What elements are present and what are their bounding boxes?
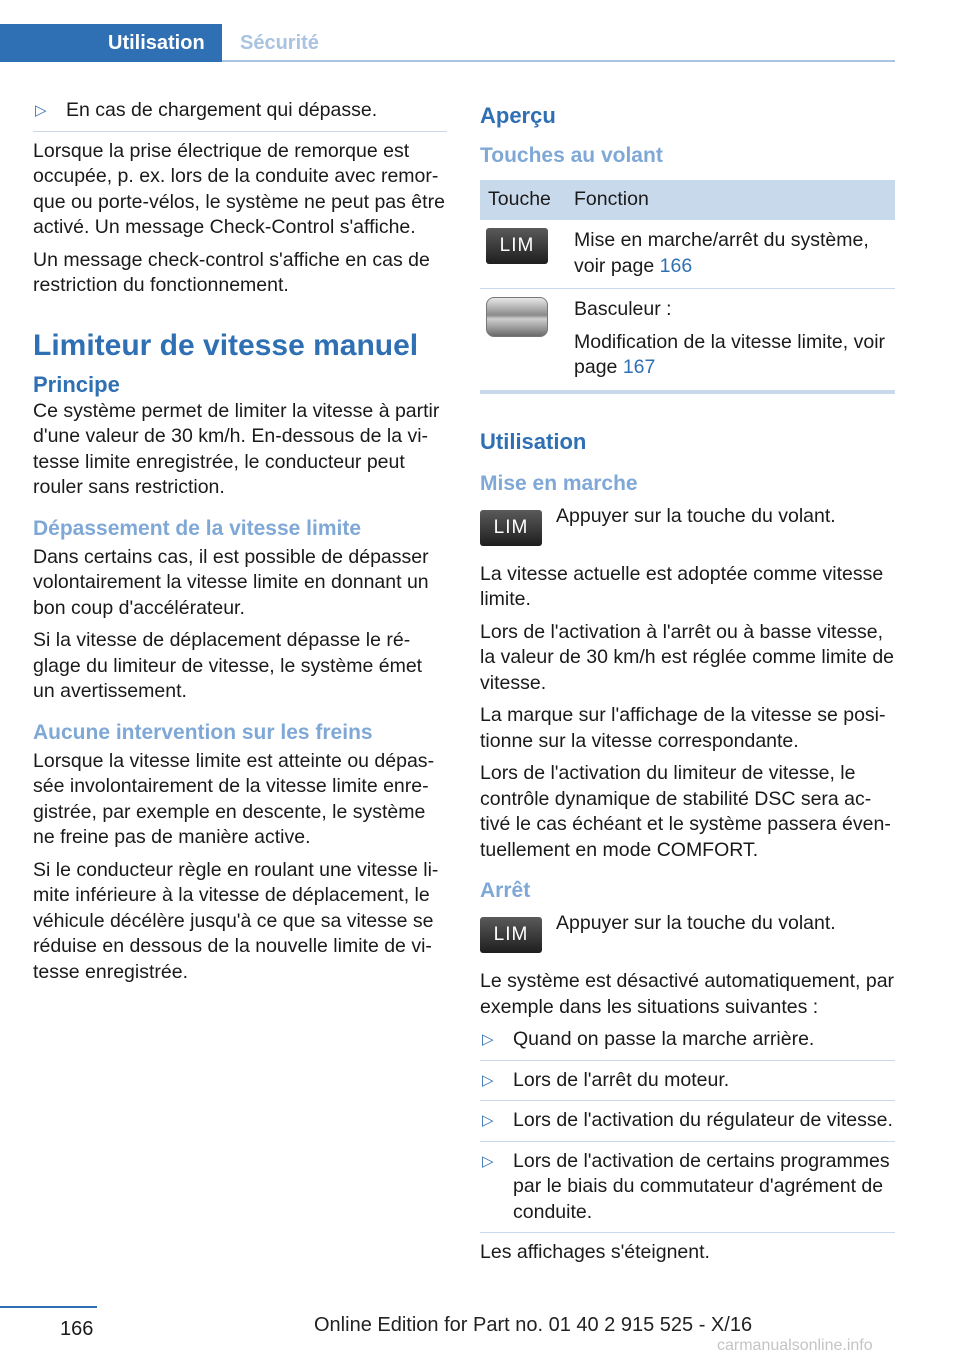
list-item-text: En cas de chargement qui dépasse. (66, 99, 378, 121)
bullet-marker-icon: ▷ (482, 1031, 494, 1048)
divider (33, 131, 447, 132)
touches-heading: Touches au volant (480, 144, 663, 167)
paragraph: Lors de l'activation du limiteur de vitesse, le contrôle dynamique de stabilité DSC sera activé le cas échéant et le système passera éventuellement en mode COMFORT. (480, 762, 891, 861)
paragraph: Lorsque la vitesse limite est atteinte ou dépassée involontairement de la vitesse limite enregistrée, par exemple en descente, le système ne freine pas de manière active. (33, 749, 435, 848)
divider (480, 1100, 895, 1101)
bullet-marker-icon: ▷ (482, 1152, 494, 1170)
list-item-text: Lors de l'activation de certains programmes par le biais du commutateur d'agrément de conduite. (513, 1149, 890, 1223)
list-item (480, 1027, 895, 1053)
tab-securite[interactable]: Sécurité (240, 32, 319, 54)
tab-utilisation-label: Utilisation (108, 32, 205, 54)
freins-heading: Aucune intervention sur les freins (33, 720, 373, 744)
arret-heading: Arrêt (480, 879, 531, 902)
page-link-166[interactable]: 166 (659, 254, 693, 277)
footer-rule (0, 1306, 97, 1308)
marche-instruction (480, 504, 895, 548)
paragraph: Le système est désactivé automatiquement, par exemple dans les situations suivantes : (480, 970, 895, 1018)
divider (480, 1060, 895, 1061)
table-cell-icon (480, 289, 566, 392)
table-row (480, 289, 895, 392)
row2-text: Modification de la vitesse limite, voir page (574, 330, 886, 378)
section-tabs (0, 24, 895, 62)
apercu-heading: Aperçu (480, 103, 556, 128)
paragraph: Si le conducteur règle en roulant une vitesse limite inférieure à la vitesse de déplacement, le véhicule décélère jusqu'à ce que sa vitesse se réduise en dessous de la nouvelle limite de vitesse enregistrée. (33, 858, 439, 983)
lim-button-icon: LIM (480, 510, 542, 546)
right-column (480, 98, 895, 1273)
edition-text: Online Edition for Part no. 01 40 2 915 525 - X/16 (314, 1314, 753, 1336)
table-header-fonction: Fonction (566, 180, 895, 220)
bullet-marker-icon: ▷ (482, 1112, 494, 1129)
paragraph: Les affichages s'éteignent. (480, 1241, 710, 1263)
paragraph: Ce système permet de limiter la vitesse à partir d'une valeur de 30 km/h. En-dessous de la vitesse limite enregistrée, le conducteur peut rouler sans restriction. (33, 399, 440, 498)
buttons-table (480, 180, 895, 394)
row1-text: Mise en marche/arrêt du système, voir page (574, 229, 869, 277)
paragraph: La vitesse actuelle est adoptée comme vitesse limite. (480, 562, 884, 610)
list-item (480, 1108, 895, 1134)
left-column (33, 98, 447, 992)
marche-heading: Mise en marche (480, 471, 638, 495)
list-item-text: Lors de l'arrêt du moteur. (513, 1068, 730, 1091)
list-item (33, 98, 447, 124)
list-item (480, 1149, 895, 1226)
divider (480, 1141, 895, 1142)
table-cell-text (566, 220, 895, 289)
divider (480, 1232, 895, 1233)
instruction-text: Appuyer sur la touche du volant. (556, 504, 836, 527)
list-item-text: Quand on passe la marche arrière. (513, 1028, 815, 1050)
instruction-text: Appuyer sur la touche du volant. (556, 912, 836, 934)
paragraph: Si la vitesse de déplacement dépasse le réglage du limiteur de vitesse, le système émet un avertissement. (33, 629, 423, 702)
tab-utilisation[interactable] (0, 24, 222, 62)
table-cell-icon (480, 220, 566, 289)
table-row (480, 220, 895, 289)
table-header-row (480, 180, 895, 220)
row2-line1: Basculeur : (574, 298, 672, 320)
tab-divider (222, 60, 895, 62)
rocker-switch-icon (486, 297, 548, 337)
page-number: 166 (60, 1318, 94, 1340)
list-item (480, 1068, 895, 1094)
paragraph: Un message check-control s'affiche en cas de restriction du fonctionnement. (33, 248, 430, 296)
utilisation-heading: Utilisation (480, 428, 587, 454)
depassement-heading: Dépassement de la vitesse limite (33, 516, 361, 540)
bullet-marker-icon: ▷ (35, 102, 47, 119)
section-title: Limiteur de vitesse manuel (33, 328, 419, 362)
arret-instruction (480, 911, 895, 955)
paragraph: La marque sur l'affichage de la vitesse se positionne sur la vitesse correspondante. (480, 704, 886, 752)
paragraph: Lors de l'activation à l'arrêt ou à basse vitesse, la valeur de 30 km/h est réglée comme limite de vitesse. (480, 620, 895, 694)
bullet-marker-icon: ▷ (482, 1071, 494, 1089)
lim-button-icon: LIM (480, 917, 542, 953)
table-header-touche: Touche (480, 180, 566, 220)
watermark: carmanualsonline.info (717, 1337, 873, 1354)
principe-heading: Principe (33, 371, 120, 397)
paragraph: Lorsque la prise électrique de remorque est occupée, p. ex. lors de la conduite avec remorque ou porte-vélos, le système ne peut pas être activé. Un message Check-Control s'affiche. (33, 139, 445, 238)
page-link-167[interactable]: 167 (622, 356, 656, 378)
list-item-text: Lors de l'activation du régulateur de vitesse. (513, 1109, 893, 1131)
table-cell-text (566, 289, 895, 392)
paragraph: Dans certains cas, il est possible de dépasser volontairement la vitesse limite en donnant un bon coup d'accélérateur. (33, 545, 429, 619)
lim-button-icon: LIM (486, 228, 548, 264)
